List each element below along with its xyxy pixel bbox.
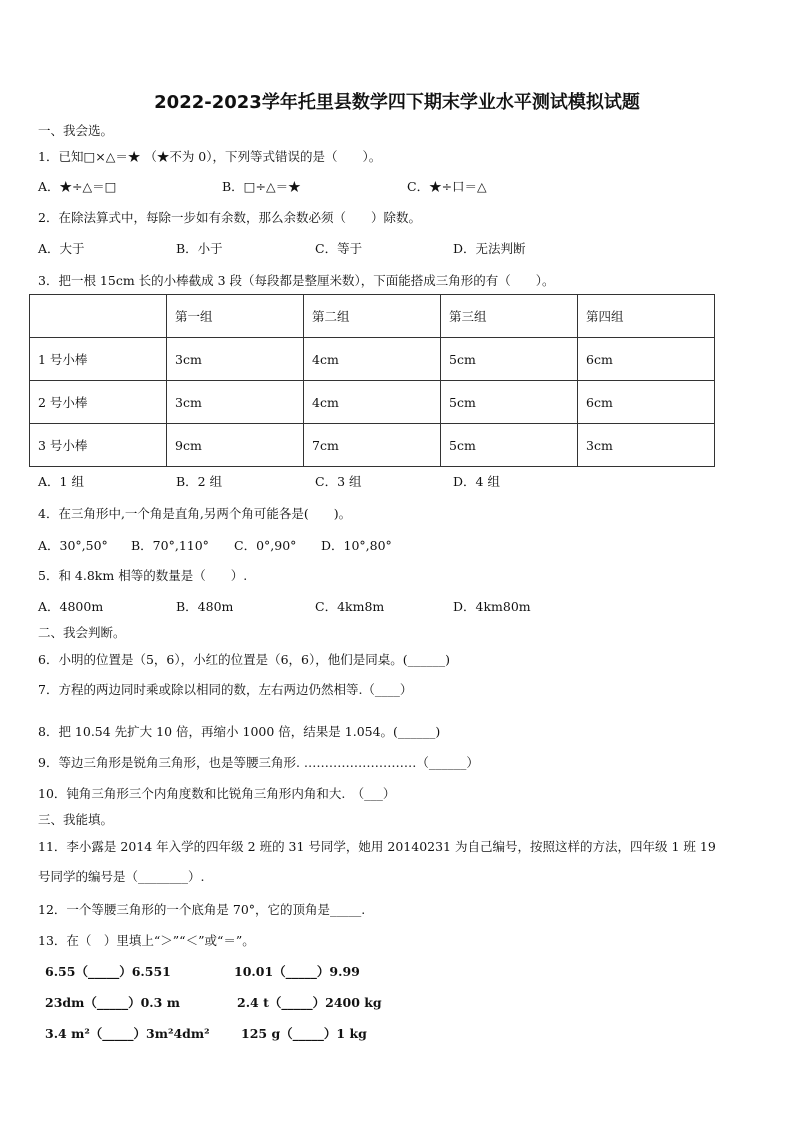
q1-option-b: B．□÷△＝★: [222, 179, 301, 194]
table-row: [30, 381, 715, 424]
table-cell: 3cm: [167, 381, 304, 424]
question-12: 12．一个等腰三角形的一个底角是 70°，它的顶角是_____.: [38, 902, 366, 917]
table-header-cell: 第一组: [167, 295, 304, 338]
q4-option-b: B．70°,110°: [131, 538, 209, 553]
q2-option-d: D．无法判断: [453, 241, 526, 256]
q3-option-d: D．4 组: [453, 474, 500, 489]
compare-item: 10.01（_____）9.99: [234, 964, 360, 979]
question-1: 1．已知□×△＝★ （★不为 0），下列等式错误的是（ ）。: [38, 149, 382, 164]
compare-item: 125 g（_____）1 kg: [241, 1026, 367, 1041]
table-cell: 9cm: [167, 424, 304, 467]
table-cell: 4cm: [304, 381, 441, 424]
q4-option-c: C．0°,90°: [234, 538, 297, 553]
question-4: 4．在三角形中,一个角是直角,另两个角可能各是( )。: [38, 506, 352, 521]
table-cell: 5cm: [441, 424, 578, 467]
question-11-line-1: 11．李小露是 2014 年入学的四年级 2 班的 31 号同学，她用 20140231 为自己编号，按照这样的方法，四年级 1 班 19: [38, 839, 716, 854]
q5-option-a: A．4800m: [38, 599, 104, 614]
q3-option-a: A．1 组: [38, 474, 84, 489]
table-cell: 6cm: [578, 381, 715, 424]
q2-option-b: B．小于: [176, 241, 223, 256]
table-cell: 2 号小棒: [30, 381, 167, 424]
section-heading-judge: 二、我会判断。: [38, 625, 126, 640]
question-10: 10．钝角三角形三个内角度数和比锐角三角形内角和大. （___）: [38, 786, 396, 801]
table-header-cell: 第三组: [441, 295, 578, 338]
compare-item: 3.4 m²（_____）3m²4dm²: [45, 1026, 210, 1041]
question-13: 13．在（ ）里填上“＞”“＜”或“＝”。: [38, 933, 255, 948]
table-cell: 3cm: [167, 338, 304, 381]
question-6: 6．小明的位置是（5，6），小红的位置是（6，6），他们是同桌。(______): [38, 652, 451, 667]
page-title: 2022-2023学年托里县数学四下期末学业水平测试模拟试题: [154, 92, 640, 113]
table-header-cell: 第四组: [578, 295, 715, 338]
table-header-cell: [30, 295, 167, 338]
q3-option-b: B．2 组: [176, 474, 223, 489]
question-7: 7．方程的两边同时乘或除以相同的数，左右两边仍然相等.（____）: [38, 682, 413, 697]
sticks-table: [29, 294, 715, 467]
compare-item: 6.55（_____）6.551: [45, 964, 171, 979]
question-8: 8．把 10.54 先扩大 10 倍，再缩小 1000 倍，结果是 1.054。(______): [38, 724, 441, 739]
question-11-line-2: 号同学的编号是（________）.: [38, 869, 205, 884]
q4-option-a: A．30°,50°: [38, 538, 108, 553]
q4-option-d: D．10°,80°: [321, 538, 392, 553]
table-cell: 3cm: [578, 424, 715, 467]
section-heading-choice: 一、我会选。: [38, 123, 114, 138]
table-cell: 3 号小棒: [30, 424, 167, 467]
table-cell: 5cm: [441, 338, 578, 381]
table-cell: 7cm: [304, 424, 441, 467]
q3-option-c: C．3 组: [315, 474, 362, 489]
compare-item: 23dm（_____）0.3 m: [45, 995, 180, 1010]
q5-option-d: D．4km80m: [453, 599, 531, 614]
q1-option-a: A．★÷△＝□: [38, 179, 117, 194]
question-3: 3．把一根 15cm 长的小棒截成 3 段（每段都是整厘米数），下面能搭成三角形的有（ ）。: [38, 273, 555, 288]
table-header-cell: 第二组: [304, 295, 441, 338]
question-9: 9．等边三角形是锐角三角形，也是等腰三角形. ………………………（______）: [38, 755, 479, 770]
q2-option-a: A．大于: [38, 241, 85, 256]
q5-option-b: B．480m: [176, 599, 234, 614]
table-header-row: [30, 295, 715, 338]
q5-option-c: C．4km8m: [315, 599, 385, 614]
question-2: 2．在除法算式中，每除一步如有余数，那么余数必须（ ）除数。: [38, 210, 421, 225]
question-5: 5．和 4.8km 相等的数量是（ ）.: [38, 568, 248, 583]
table-row: [30, 424, 715, 467]
q1-option-c: C．★÷口＝△: [407, 179, 487, 194]
table-cell: 1 号小棒: [30, 338, 167, 381]
table-row: [30, 338, 715, 381]
table-cell: 6cm: [578, 338, 715, 381]
q2-option-c: C．等于: [315, 241, 363, 256]
table-cell: 4cm: [304, 338, 441, 381]
compare-item: 2.4 t（_____）2400 kg: [237, 995, 382, 1010]
table-cell: 5cm: [441, 381, 578, 424]
section-heading-fill: 三、我能填。: [38, 812, 114, 827]
